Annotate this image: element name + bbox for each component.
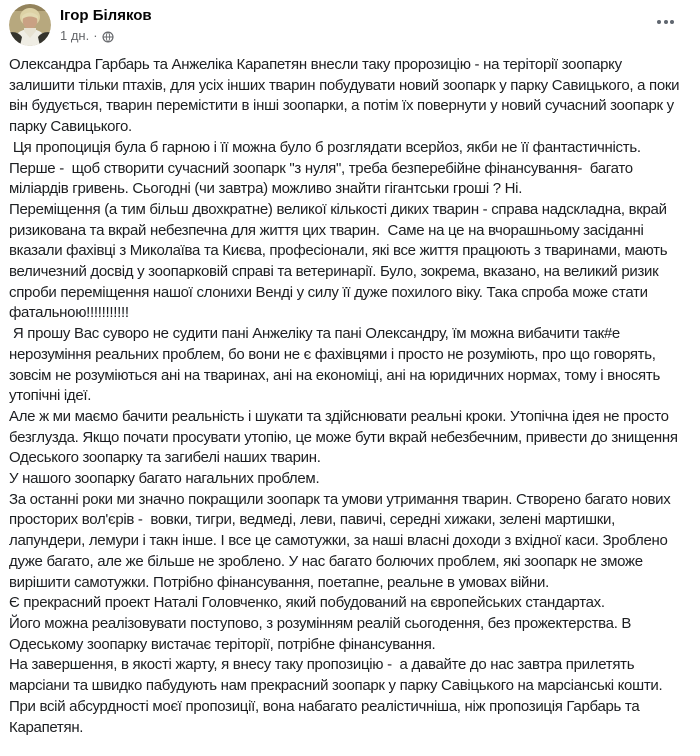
post-paragraph: Є прекрасний проект Наталі Головченко, який побудований на європейських стандартах. [9, 594, 605, 612]
post-paragraph: Переміщення (а тим більш двохкратне) великої кількості диких тварин - справа надскладна, вкрай ризикована та вкрай небезпечна для життя цих тварин. Саме на це на вчорашньому засіданні вказали фахівці з Миколаїва та Києва, професіонали, які все життя працюють з тваринами, мають величезний досвід у зоопарковій справі та ветеринарії. Було, зокрема, вказано, на великий ризик спроби переміщення нашої слонихи Венді у силу її дуже похилого віку. Така спроба може стати фатальною!!!!!!!!!!! [9, 200, 672, 322]
ellipsis-icon [670, 20, 674, 24]
post-text [0, 50, 700, 738]
post-paragraph: Я прошу Вас суворо не судити пані Анжеліку та пані Олександру, їм можна вибачити так#е нерозуміння реальних проблем, бо вони не є фахівцями і просто не розуміють, про що говорять, зовсім не розуміються ані на тваринах, ані на економіці, ані на юридичних нормах, тому і вносять утопічні ідеї. [9, 325, 664, 405]
post-paragraph: За останні роки ми значно покращили зоопарк та умови утримання тварин. Створено багато нових просторих вол'єрів - вовки, тигри, ведмеді, леви, павичі, середні хижаки, зелені мартишки, лапундери, лемури і такн інше. І все це самотужки, за наші власні доходи з вхідної каси. Зроблено дуже багато, але же більше не зроблено. У нас багато болючих проблем, які зоопарк не зможе вирішити самотужки. Потрібно фінансування, поетапне, реальне в умовах війни. [9, 490, 675, 591]
post-paragraph: Перше - щоб створити сучасний зоопарк "з нуля", треба безперебійне фінансування- багато міліардів гривень. Сьогодні (чи завтра) можливо знайти гігантськи гроші ? Ні. [9, 159, 637, 198]
post-paragraph: Його можна реалізовувати поступово, з розумінням реалій сьогодення, без прожектерства. В Одеському зоопарку вистачає теріторії, потрібне фінансування. [9, 614, 636, 653]
meta-separator: · [93, 28, 98, 43]
ellipsis-icon [664, 20, 668, 24]
more-options-button[interactable] [645, 10, 686, 34]
post-header [0, 0, 700, 50]
post-paragraph: Ця пропоциція була б гарною і її можна було б розглядати всерйоз, якби не її фантастичність. [9, 138, 641, 156]
avatar[interactable] [9, 4, 51, 46]
post-paragraph: У нашого зоопарку багато нагальних проблем. [9, 470, 320, 488]
ellipsis-icon [657, 20, 661, 24]
author-name[interactable]: Ігор Біляков [60, 7, 152, 24]
post-paragraph: На завершення, в якості жарту, я внесу таку пропозицію - а давайте до нас завтра прилетять марсіани та швидко пабудують нам прекрасний зоопарк у парку Савіцького на марсіанські кошти. При всій абсурдності моєї пропозиції, вона набагато реалістичніша, ніж пропозиція Гарбарь та Карапетян. [9, 656, 667, 736]
post-paragraph: Але ж ми маємо бачити реальність і шукати та здійснювати реальні кроки. Утопічна ідея не просто безглузда. Якщо почати просувати утопію, це може бути вкрай небезбечним, привести до знищення Одеського зоопарку та загибелі наших тварин. [9, 407, 682, 467]
globe-icon [102, 31, 114, 43]
post-paragraph: Олександра Гарбарь та Анжеліка Карапетян внесли таку пророзицію - на теріторії зоопарку залишити тільки птахів, для усіх інших тварин побудувати новий зоопарк у парку Савицького, а поки він будується, тварин перемістити в інші зоопарки, а потім їх повернути у новий сучасний зоопарк у парку Савицького. [9, 56, 684, 136]
post-timestamp[interactable]: 1 дн. [60, 28, 90, 43]
post-header-info [60, 4, 645, 44]
avatar-photo [9, 4, 51, 46]
post-meta[interactable] [60, 28, 645, 44]
